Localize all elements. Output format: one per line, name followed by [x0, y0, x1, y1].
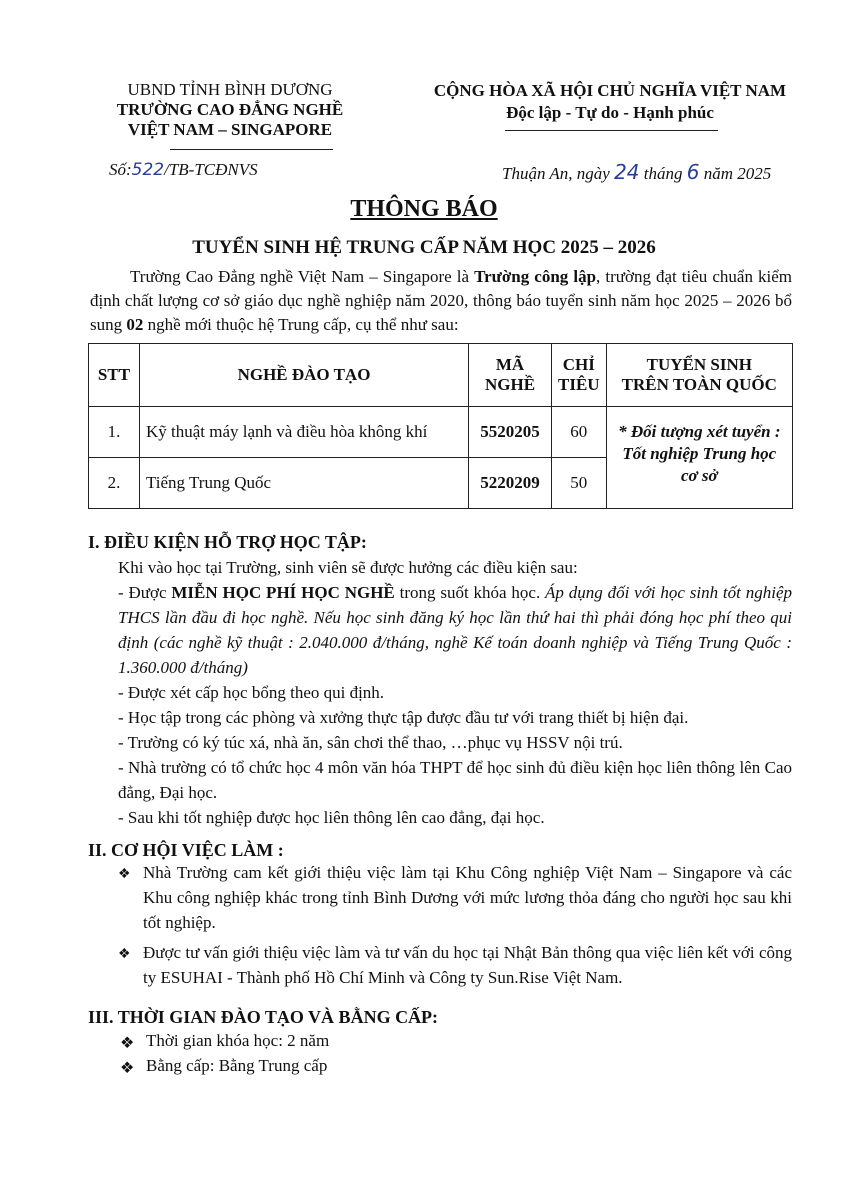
row-stt: 1. [89, 407, 140, 458]
section-3-item-duration: Thời gian khóa học: 2 năm [146, 1031, 330, 1050]
diamond-bullet-icon: ❖ [120, 1060, 135, 1077]
doc-number-prefix: Số: [109, 160, 132, 179]
date-day-handwritten: 24 [614, 160, 640, 184]
row-major: Tiếng Trung Quốc [140, 458, 469, 509]
diamond-bullet-icon: ❖ [118, 867, 131, 882]
section-1-item-dormitory: - Trường có ký túc xá, nhà ăn, sân chơi thể thao, …phục vụ HSSV nội trú. [118, 733, 623, 752]
row-quota: 50 [552, 458, 607, 509]
row-major: Kỹ thuật máy lạnh và điều hòa không khí [140, 407, 469, 458]
row-quota: 60 [552, 407, 607, 458]
section-2-heading: II. CƠ HỘI VIỆC LÀM : [88, 840, 284, 860]
section-1-lead: Khi vào học tại Trường, sinh viên sẽ được hưởng các điều kiện sau: [118, 558, 578, 577]
school-name-line-2: VIỆT NAM – SINGAPORE [127, 120, 333, 139]
school-name-line-1: TRƯỜNG CAO ĐẲNG NGHỀ [116, 100, 344, 119]
diamond-bullet-icon: ❖ [120, 1035, 135, 1052]
section-1-body [118, 555, 792, 830]
motto: Độc lập - Tự do - Hạnh phúc [506, 103, 714, 122]
left-header-rule [170, 149, 333, 150]
section-1-item-scholarship: - Được xét cấp học bổng theo qui định. [118, 683, 385, 702]
issue-date [502, 160, 771, 184]
col-header-stt: STT [89, 344, 140, 407]
row-stt: 2. [89, 458, 140, 509]
issuing-authority [80, 80, 380, 140]
section-2-bullet-2: Được tư vấn giới thiệu việc làm và tư vấn du học tại Nhật Bản thông qua việc liên kết với công ty ESUHAI - Thành phố Hồ Chí Minh và Công ty Sun.Rise Việt Nam. [143, 943, 792, 987]
public-school-emphasis: Trường công lập [474, 267, 597, 286]
col-header-scope: TUYỂN SINH TRÊN TOÀN QUỐC [606, 344, 792, 407]
col-header-quota: CHỈ TIÊU [552, 344, 607, 407]
table-row [89, 407, 793, 458]
doc-number-suffix: /TB-TCĐNVS [164, 160, 258, 179]
date-mid: tháng [639, 164, 687, 183]
col-header-major: NGHỀ ĐÀO TẠO [140, 344, 469, 407]
document-subtitle: TUYỂN SINH HỆ TRUNG CẤP NĂM HỌC 2025 – 2026 [192, 237, 656, 258]
admission-criteria-note: * Đối tượng xét tuyển : Tốt nghiệp Trung học cơ sở [606, 407, 792, 509]
document-number [109, 160, 258, 180]
right-header-rule [505, 130, 718, 131]
section-3-item-degree: Bằng cấp: Bằng Trung cấp [146, 1056, 328, 1075]
section-1-item-tuition: - Được MIỄN HỌC PHÍ HỌC NGHỀ trong suốt khóa học. Áp dụng đối với học sinh tốt nghiệp THCS lần đầu đi học nghề. Nếu học sinh đăng ký học lần thứ hai thì phải đóng học phí theo qui định (các nghề kỹ thuật : 2.040.000 đ/tháng, nghề Kế toán doanh nghiệp và Tiếng Trung Quốc : 1.360.000 đ/tháng) [118, 583, 792, 677]
col-header-code: MÃ NGHỀ [469, 344, 552, 407]
date-suffix: năm 2025 [699, 164, 772, 183]
section-1-item-transfer: - Sau khi tốt nghiệp được học liên thông lên cao đẳng, đại học. [118, 808, 545, 827]
country-name: CỘNG HÒA XÃ HỘI CHỦ NGHĨA VIỆT NAM [433, 81, 787, 100]
row-code: 5220209 [469, 458, 552, 509]
diamond-bullet-icon: ❖ [118, 947, 131, 962]
date-month-handwritten: 6 [686, 160, 700, 184]
section-2-bullet-1: Nhà Trường cam kết giới thiệu việc làm tại Khu Công nghiệp Việt Nam – Singapore và các Khu công nghiệp khác trong tỉnh Bình Dương với mức lương thỏa đáng cho người học sau khi tốt nghiệp. [143, 863, 792, 932]
majors-count: 02 [126, 315, 144, 334]
national-motto [400, 80, 820, 124]
section-1-item-facilities: - Học tập trong các phòng và xưởng thực tập được đầu tư với trang thiết bị hiện đại. [118, 708, 689, 727]
intro-paragraph: Trường Cao Đẳng nghề Việt Nam – Singapore là Trường công lập, trường đạt tiêu chuẩn kiểm định chất lượng cơ sở giáo dục nghề nghiệp năm 2020, thông báo tuyển sinh năm học 2025 – 2026 bổ sung 02 nghề mới thuộc hệ Trung cấp, cụ thể như sau: [90, 267, 792, 334]
doc-number-handwritten: 522 [131, 160, 165, 180]
date-prefix: Thuận An, ngày [502, 164, 615, 183]
section-1-heading: I. ĐIỀU KIỆN HỖ TRỢ HỌC TẬP: [88, 532, 367, 552]
table-header-row [89, 344, 793, 407]
section-3-heading: III. THỜI GIAN ĐÀO TẠO VÀ BẰNG CẤP: [88, 1007, 439, 1027]
document-title: THÔNG BÁO [350, 196, 498, 222]
tuition-free-emphasis: MIỄN HỌC PHÍ HỌC NGHỀ [171, 583, 395, 602]
majors-table [88, 343, 793, 509]
row-code: 5520205 [469, 407, 552, 458]
authority-line-1: UBND TỈNH BÌNH DƯƠNG [127, 80, 333, 99]
section-1-item-culture-classes: - Nhà trường có tổ chức học 4 môn văn hóa THPT để học sinh đủ điều kiện học liên thông lên Cao đẳng, Đại học. [118, 758, 792, 802]
